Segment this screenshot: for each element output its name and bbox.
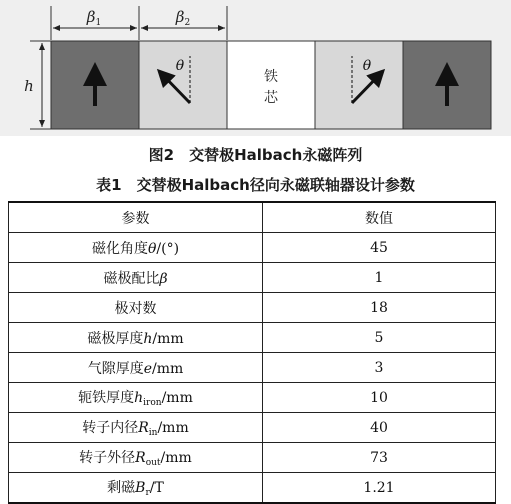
- parameter-sym: e: [143, 360, 152, 377]
- halbach-array-diagram: [0, 0, 511, 140]
- iron-core-label-top: 铁: [264, 69, 278, 85]
- parameter-name: 磁极厚度: [87, 330, 144, 347]
- iron-core-block: [227, 41, 315, 129]
- parameter-value-cell: 73: [263, 443, 496, 473]
- parameter-unit: /mm: [152, 360, 184, 377]
- parameter-unit: /mm: [160, 450, 192, 466]
- table-row: [9, 383, 496, 413]
- parameter-sym: β: [159, 270, 168, 287]
- parameter-sym: h: [134, 390, 144, 406]
- halbach-array-figure: [0, 0, 511, 140]
- header-value: 数值: [263, 202, 496, 233]
- beta2-label: $\beta_2$: [175, 8, 191, 28]
- parameter-name-cell: [9, 263, 263, 293]
- table-row: [9, 413, 496, 443]
- table-row: [9, 263, 496, 293]
- parameter-sub: r: [145, 488, 150, 498]
- parameter-value-cell: 45: [263, 233, 496, 263]
- parameter-sym: R: [135, 450, 146, 466]
- parameter-name: 磁极配比: [103, 270, 160, 287]
- parameter-sym: h: [143, 330, 153, 347]
- parameter-name: 极对数: [114, 300, 157, 317]
- parameter-unit: /mm: [161, 390, 193, 406]
- parameter-sub: in: [148, 428, 158, 438]
- theta-label-left: θ: [175, 58, 185, 74]
- table-row: [9, 443, 496, 473]
- parameter-value-cell: 3: [263, 353, 496, 383]
- parameter-sub: iron: [143, 398, 162, 408]
- parameter-name: 磁化角度: [91, 240, 148, 257]
- table-row: [9, 473, 496, 504]
- header-parameter: 参数: [9, 202, 263, 233]
- table-body: [9, 233, 496, 504]
- parameter-value-cell: 1.21: [263, 473, 496, 504]
- table-row: [9, 233, 496, 263]
- parameter-name-cell: [9, 473, 263, 504]
- design-parameter-table: [8, 201, 496, 504]
- table-caption: 表1 交替极Halbach径向永磁联轴器设计参数: [96, 176, 415, 194]
- table-header-row: [9, 202, 496, 233]
- magnet-block-tilted-right: [315, 41, 403, 129]
- parameter-value-cell: 5: [263, 323, 496, 353]
- parameter-value-cell: 10: [263, 383, 496, 413]
- table-row: [9, 293, 496, 323]
- parameter-name-cell: [9, 293, 263, 323]
- theta-label-right: θ: [362, 58, 372, 74]
- parameter-unit: /mm: [152, 330, 184, 347]
- parameter-name-cell: [9, 233, 263, 263]
- parameter-name-cell: [9, 323, 263, 353]
- figure-caption: 图2 交替极Halbach永磁阵列: [148, 146, 363, 164]
- parameter-value-cell: 1: [263, 263, 496, 293]
- height-label: h: [24, 77, 34, 95]
- parameter-name-cell: [9, 413, 263, 443]
- magnet-block-tilted-left: [139, 41, 227, 129]
- parameter-unit: /(°): [156, 240, 180, 257]
- parameter-unit: /mm: [157, 420, 189, 436]
- parameter-name: 转子外径: [79, 450, 136, 466]
- parameter-name: 剩磁: [107, 480, 136, 496]
- parameter-sym: R: [138, 420, 149, 436]
- parameter-name: 轭铁厚度: [78, 390, 135, 406]
- table-row: [9, 323, 496, 353]
- parameter-name-cell: [9, 383, 263, 413]
- beta1-label: $\beta_1$: [86, 8, 102, 28]
- parameter-sub: out: [145, 458, 161, 468]
- parameter-name-cell: [9, 353, 263, 383]
- parameter-name: 气隙厚度: [87, 360, 144, 377]
- parameter-unit: /T: [149, 480, 164, 496]
- parameter-name-cell: [9, 443, 263, 473]
- parameter-value-cell: 18: [263, 293, 496, 323]
- parameter-value-cell: 40: [263, 413, 496, 443]
- table-row: [9, 353, 496, 383]
- iron-core-label-bottom: 芯: [264, 90, 278, 106]
- parameter-sym: B: [135, 480, 146, 496]
- parameter-name: 转子内径: [82, 420, 139, 436]
- parameter-sym: θ: [147, 240, 157, 257]
